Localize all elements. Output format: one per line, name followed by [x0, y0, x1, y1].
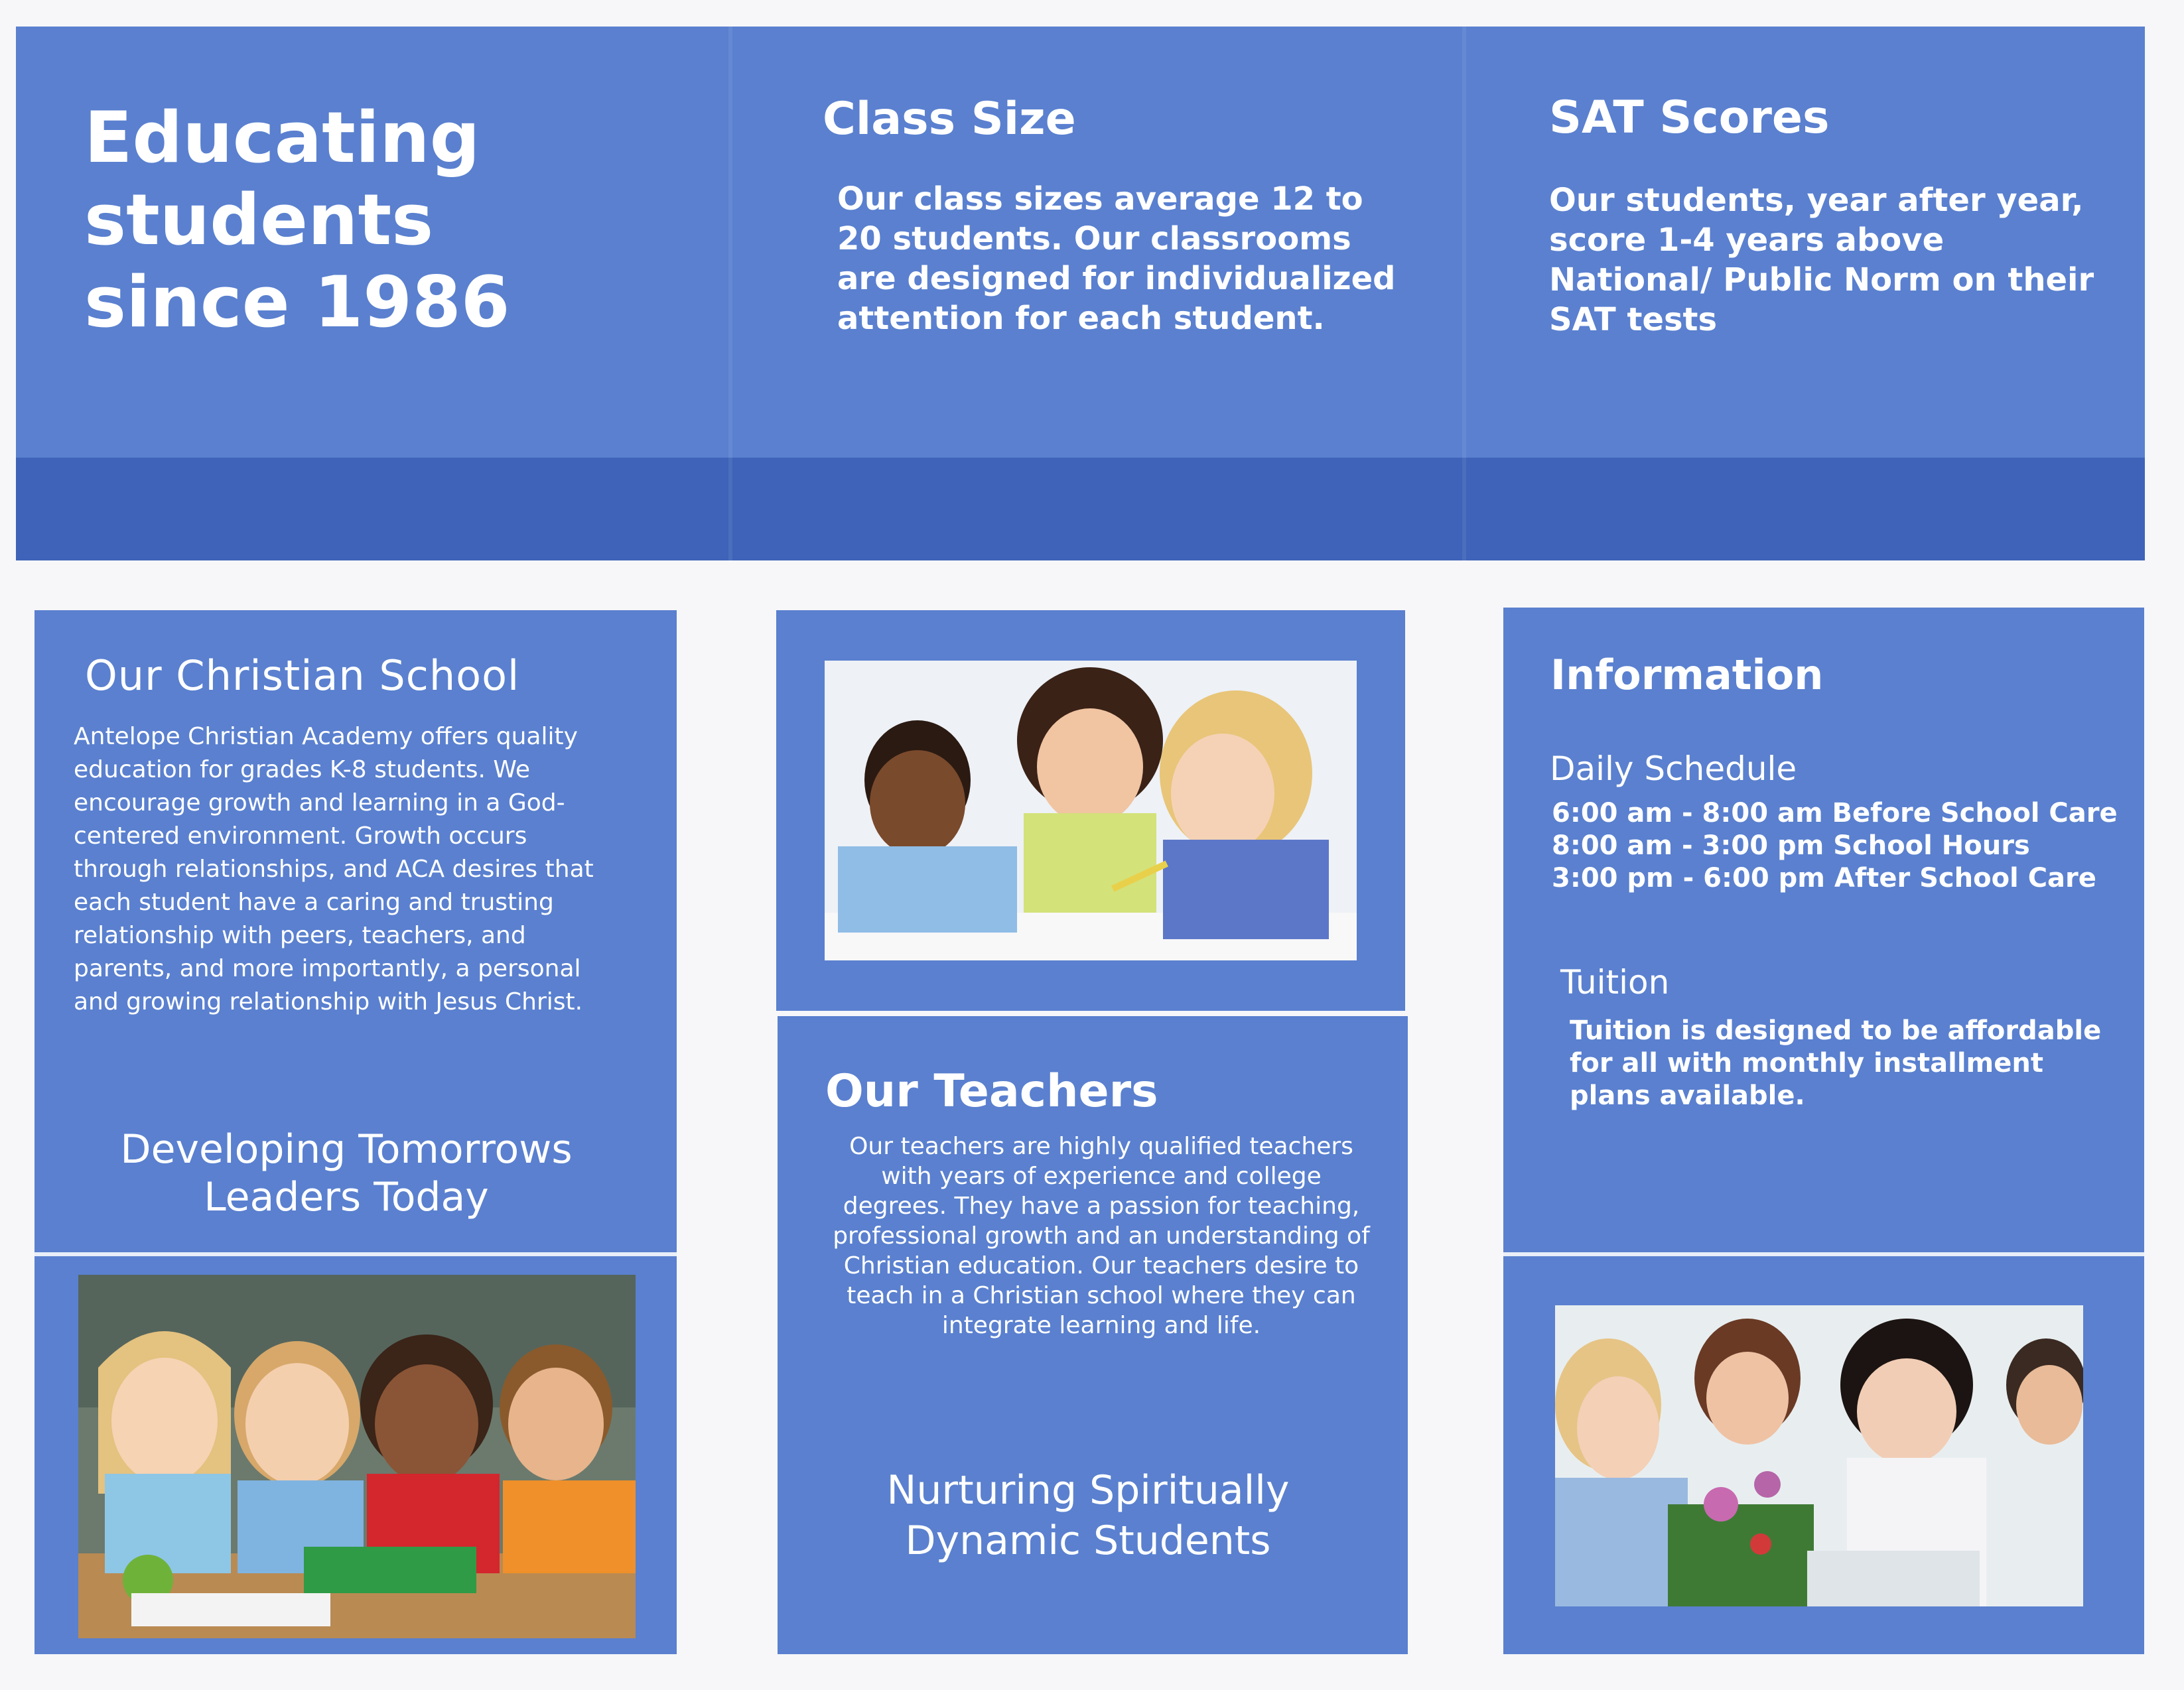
photo-four-children	[78, 1275, 636, 1638]
photo-children-with-plants	[1555, 1305, 2083, 1606]
panel-divider	[1503, 1252, 2144, 1256]
fold-line	[1462, 27, 1466, 560]
hero-title: Educating students since 1986	[84, 97, 510, 343]
fold-line	[728, 27, 732, 560]
schedule-item: 8:00 am - 3:00 pm School Hours	[1552, 830, 2030, 861]
schedule-list	[1552, 797, 2136, 895]
schedule-item: 3:00 pm - 6:00 pm After School Care	[1552, 863, 2096, 893]
tagline-line-2: Leaders Today	[204, 1174, 489, 1220]
christian-school-text: Antelope Christian Academy offers quality education for grades K-8 students. We encourage growth and learning in a God-centered environment. Growth occurs through relationships, and ACA desires that each student have a caring and trusting relationship with peers, teachers, and parents, and more importantly, a personal and growing relationship with Jesus Christ.	[74, 723, 594, 1015]
teachers-title: Our Teachers	[825, 1065, 1158, 1118]
sat-heading: SAT Scores	[1549, 92, 1830, 144]
class-size-text: Our class sizes average 12 to 20 students. Our classrooms are designed for individualized attention for each student.	[837, 180, 1396, 337]
daily-schedule-heading: Daily Schedule	[1550, 749, 1797, 788]
information-title: Information	[1550, 651, 1824, 699]
banner-bottom-band	[16, 458, 2145, 560]
tagline-line-1: Developing Tomorrows	[120, 1126, 573, 1173]
teachers-text: Our teachers are highly qualified teachers with years of experience and college degrees. They have a passion for teaching, professional growth and an understanding of Christian education. Our teachers desire to teach in a Christian school where they can integrate learning and life.	[833, 1133, 1370, 1339]
class-size-heading: Class Size	[823, 93, 1076, 145]
christian-school-title: Our Christian School	[85, 651, 520, 700]
sat-text: Our students, year after year, score 1-4 years above National/ Public Norm on their SAT tests	[1549, 182, 2094, 338]
tuition-heading: Tuition	[1560, 963, 1670, 1002]
tagline-line-2: Dynamic Students	[905, 1518, 1271, 1564]
schedule-item: 6:00 am - 8:00 am Before School Care	[1552, 798, 2118, 828]
panel-divider	[34, 1252, 677, 1256]
tagline-line-1: Nurturing Spiritually	[886, 1467, 1290, 1514]
photo-teacher-with-students	[825, 661, 1357, 960]
tuition-text: Tuition is designed to be affordable for all with monthly installment plans available.	[1570, 1015, 2102, 1111]
